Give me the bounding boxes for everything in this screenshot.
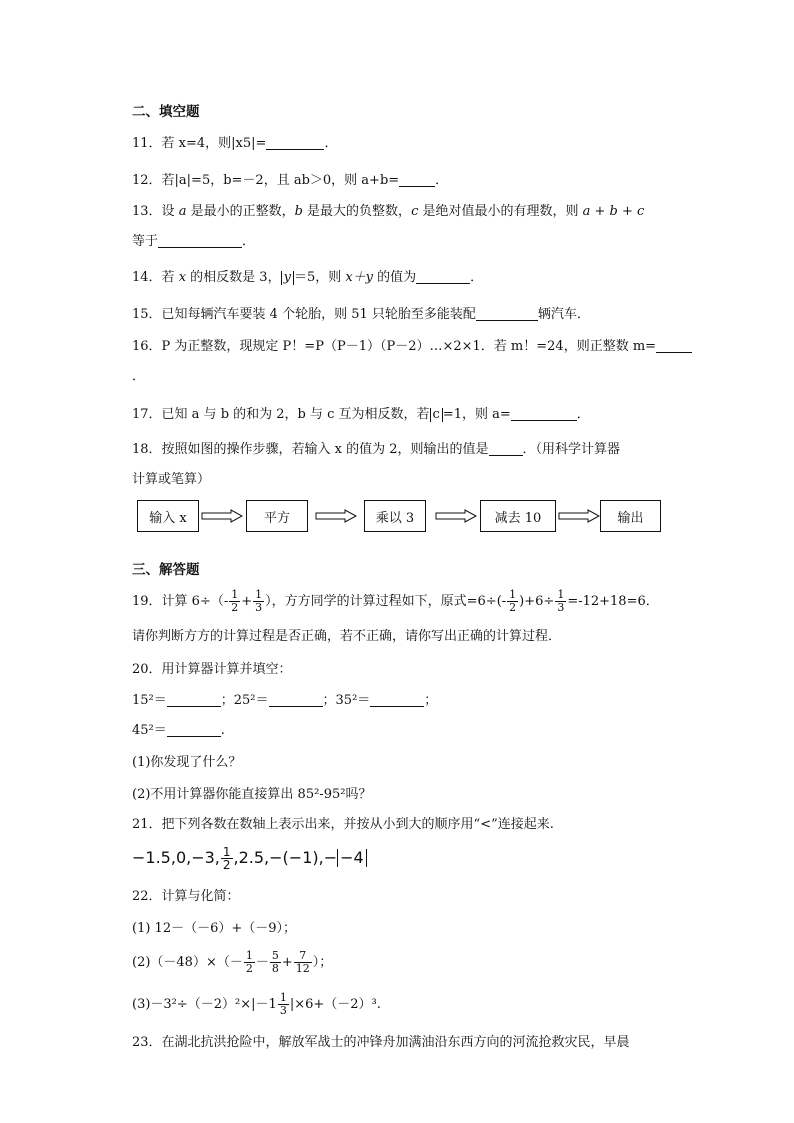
answer-blank[interactable] <box>269 692 323 707</box>
flow-output-box: 输出 <box>600 500 661 532</box>
answer-blank[interactable] <box>416 269 470 284</box>
operation-flowchart <box>137 500 662 535</box>
question-20-row1: 15²＝ ；25²＝ ；35²＝ ； <box>132 693 438 708</box>
answer-blank[interactable] <box>158 233 242 248</box>
answer-blank[interactable] <box>489 441 523 456</box>
question-18-line2: 计算或笔算） <box>132 472 211 487</box>
fraction: $\frac{1}{2}$ <box>245 949 253 975</box>
arrow-right-icon <box>435 509 477 523</box>
question-22-part2: (2)（－48）×（－ $\frac{1}{2}$ － $\frac{5}{8}$ + $\frac{7}{12}$ ）； <box>132 949 333 975</box>
question-20-title: 20．用计算器计算并填空： <box>132 662 292 677</box>
fraction: $\frac{1}{2}$ <box>509 588 517 614</box>
question-13-line2: 等于 ． <box>132 234 256 249</box>
question-12: 12．若|a|=5，b=－2，且 ab＞0，则 a+b= ． <box>132 173 449 188</box>
question-20-part2: (2)不用计算器你能直接算出 85²-95²吗？ <box>132 787 372 802</box>
question-21-title: 21．把下列各数在数轴上表示出来，并按从小到大的顺序用“<”连接起来. <box>132 817 554 832</box>
question-19-line2: 请你判断方方的计算过程是否正确，若不正确，请你写出正确的计算过程． <box>132 629 562 644</box>
answer-blank[interactable] <box>370 692 424 707</box>
section-answer-title: 三、解答题 <box>132 562 200 578</box>
fraction: $\frac{1}{2}$ <box>231 588 239 614</box>
flow-subtract-box: 减去 10 <box>480 500 556 532</box>
flow-square-box: 平方 <box>246 500 308 532</box>
fraction: $\frac{1}{2}$ <box>222 845 231 872</box>
arrow-right-icon <box>201 509 243 523</box>
fraction: $\frac{1}{3}$ <box>255 588 263 614</box>
question-22-title: 22．计算与化简： <box>132 889 240 904</box>
fraction: $\frac{5}{8}$ <box>271 949 279 975</box>
section-fill-blank-title: 二、填空题 <box>132 104 200 120</box>
question-23: 23．在湖北抗洪抢险中，解放军战士的冲锋舟加满油沿东西方向的河流抢救灾民，早晨 <box>132 1035 630 1050</box>
question-17: 17．已知 a 与 b 的和为 2，b 与 c 互为相反数，若 c =1，则 a= ． <box>132 407 590 422</box>
fraction: $\frac{1}{3}$ <box>557 588 565 614</box>
question-22-part3: (3)－3²÷（－2）²×|－1 $\frac{1}{3}$ |×6+（－2）³. <box>132 991 381 1017</box>
question-22-part1: (1) 12－（－6）+（－9）； <box>132 921 297 936</box>
answer-blank[interactable] <box>511 406 577 421</box>
question-21-numbers: −1.5,0,−3, $\frac{1}{2}$ ,2.5,−(−1),− −4 <box>132 845 367 871</box>
question-16-line2: ． <box>132 369 146 384</box>
fraction: $\frac{7}{12}$ <box>295 949 310 975</box>
answer-blank[interactable] <box>167 692 221 707</box>
answer-blank[interactable] <box>167 722 221 737</box>
answer-blank[interactable] <box>476 306 538 321</box>
arrow-right-icon <box>558 509 600 523</box>
question-11: 11．若 x=4，则|x5|= ． <box>132 136 338 151</box>
question-15: 15．已知每辆汽车要装 4 个轮胎，则 51 只轮胎至多能装配 辆汽车． <box>132 307 590 322</box>
flow-input-box: 输入 x <box>137 500 199 532</box>
question-18: 18．按照如图的操作步骤，若输入 x 的值为 2，则输出的值是 ．（用科学计算器 <box>132 442 621 457</box>
answer-blank[interactable] <box>399 172 435 187</box>
arrow-right-icon <box>315 509 357 523</box>
question-20-part1: (1)你发现了什么？ <box>132 755 242 770</box>
answer-blank[interactable] <box>266 135 324 150</box>
answer-blank[interactable] <box>656 338 692 353</box>
question-13: 13．设 a 是最小的正整数，b 是最大的负整数，c 是绝对值最小的有理数，则 a + b + c <box>132 204 645 219</box>
question-16: 16．P 为正整数，现规定 P！=P（P－1）（P－2）…×2×1．若 m！=24，则正整数 m= <box>132 338 692 356</box>
question-19: 19．计算 6÷（- $\frac{1}{2}$ + $\frac{1}{3}$ ），方方同学的计算过程如下，原式=6÷(- $\frac{1}{2}$ )+6÷ $\frac{1}{3}$ =-12+18=6． <box>132 588 659 614</box>
question-20-row2: 45²＝ . <box>132 723 225 738</box>
fraction: $\frac{1}{3}$ <box>279 991 287 1017</box>
question-14: 14．若 x 的相反数是 3， y ＝5，则 x＋y 的值为 ． <box>132 270 484 285</box>
flow-multiply-box: 乘以 3 <box>364 500 426 532</box>
